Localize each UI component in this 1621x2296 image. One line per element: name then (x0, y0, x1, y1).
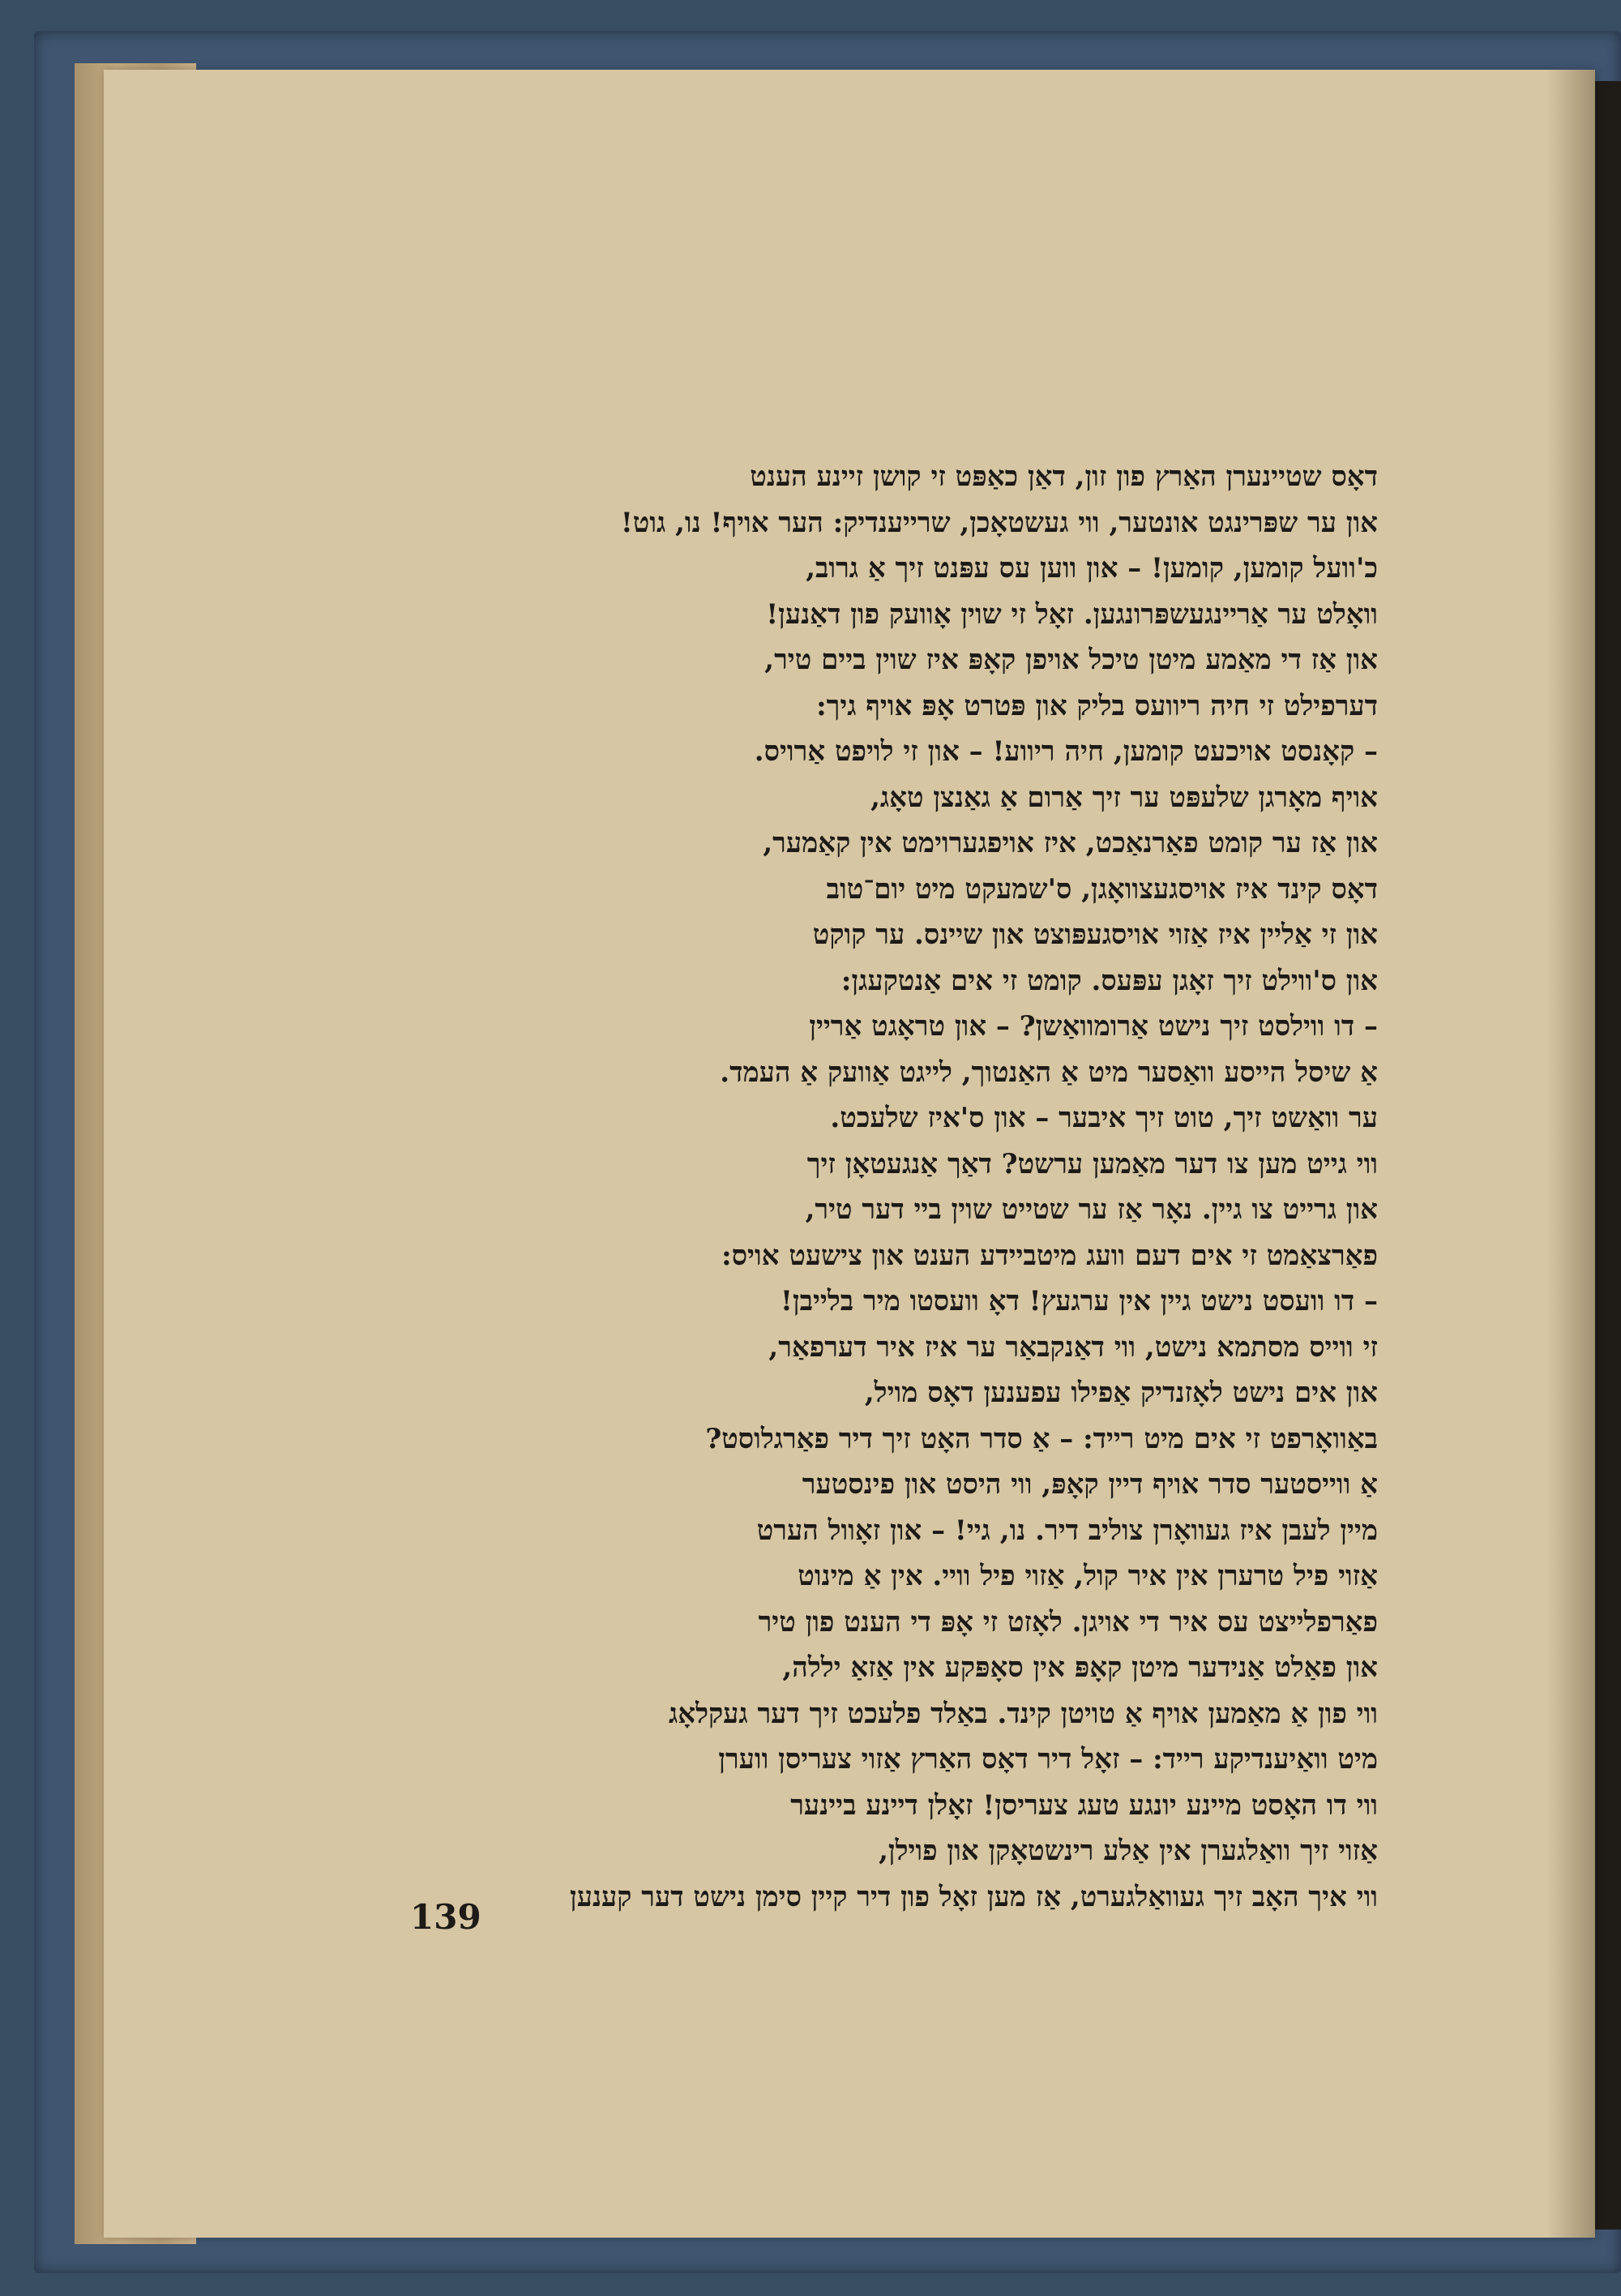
text-line: מיין לעבן איז געוואָרן צוליב דיר. נו, גיי! – און זאָוול הערט (756, 1514, 1378, 1547)
text-line: און ס'ווילט זיך זאָגן עפּעס. קומט זי אים אַנטקעגן: (840, 964, 1378, 997)
text-line: וואָלט ער אַריינגעשפּרונגען. זאָל זי שוין אָוועק פון דאַנען! (766, 598, 1378, 631)
text-line: און אים נישט לאָזנדיק אַפילו עפענען דאָס מויל, (864, 1377, 1378, 1409)
text-line: און אַז ער קומט פאַרנאַכט, איז אויפגערוימט אין קאַמער, (763, 827, 1378, 859)
text-line: ווי דו האָסט מיינע יונגע טעג צעריסן! זאָלן דיינע ביינער (790, 1788, 1378, 1822)
text-line: און פאַלט אַנידער מיטן קאָפּ אין סאָפּקע אין אַזאַ יללה, (782, 1651, 1378, 1684)
text-line: כ'וועל קומען, קומען! – און ווען עס עפּנט זיך אַ גרוב, (806, 552, 1378, 585)
text-line: דערפילט זי חיה ריוועס בליק און פּטרט אָפּ אויף גיך: (816, 689, 1378, 722)
text-line: דאָס קינד איז אויסגעצוואָגן, ס'שמעקט מיט יום־טוב (826, 872, 1378, 906)
text-line: דאָס שטיינערן האַרץ פון זון, דאַן כאַפּט זי קושן זיינע הענט (750, 460, 1378, 493)
text-line: ווי איך האָב זיך געוואַלגערט, אַז מען זאָל פון דיר קיין סימן נישט דער קענען (570, 1880, 1378, 1913)
text-line: ער וואַשט זיך, טוט זיך איבער – און ס'איז שלעכט. (830, 1102, 1378, 1134)
text-line: אַזוי זיך וואַלגערן אין אַלע רינשטאָקן און פוילן, (879, 1835, 1378, 1867)
gutter-shadow (1546, 70, 1595, 2238)
text-line: אויף מאָרגן שלעפּט ער זיך אַרום אַ גאַנצן טאָג, (870, 781, 1378, 814)
page-number: 139 (410, 1897, 481, 1937)
text-line: זי ווייס מסתמא נישט, ווי דאַנקבאַר ער איז איר דערפאַר, (768, 1330, 1378, 1364)
text-line: – דו ווילסט זיך נישט אַרומוואַשן? – און טראָגט אַריין (809, 1010, 1378, 1043)
text-line: ווי גייט מען צו דער מאַמען ערשט? דאַך אַנגעטאָן זיך (806, 1147, 1378, 1180)
text-line: – קאָנסט אויכעט קומען, חיה ריווע! – און זי לויפט אַרויס. (754, 735, 1378, 768)
text-line: אַ שיסל הייסע וואַסער מיט אַ האַנטוך, לייגט אַוועק אַ העמד. (720, 1056, 1378, 1089)
text-line: אַזוי פיל טרערן אין איר קול, אַזוי פיל וויי. אין אַ מינוט (798, 1560, 1378, 1592)
text-line: ווי פון אַ מאַמען אויף אַ טויטן קינד. באַלד פלעכט זיך דער געקלאָג (669, 1697, 1378, 1730)
text-line: – דו וועסט נישט גיין אין ערגעץ! דאָ וועסטו מיר בלייבן! (781, 1285, 1378, 1317)
text-line: און זי אַליין איז אַזוי אויסגעפּוצט און שיינס. ער קוקט (812, 919, 1378, 951)
text-line: פאַרפלייצט עס איר די אויגן. לאָזט זי אָפּ די הענט פון טיר (758, 1605, 1378, 1638)
text-line: און גרייט צו גיין. נאָר אַז ער שטייט שוין ביי דער טיר, (805, 1193, 1378, 1226)
text-line: מיט וואַיענדיקע רייד: – זאָל דיר דאָס האַרץ אַזוי צעריסן ווערן (718, 1743, 1378, 1776)
text-line: באַוואָרפט זי אים מיט רייד: – אַ סדר האָט זיך דיר פאַרגלוסט? (705, 1422, 1378, 1455)
text-line: אַ ווייסטער סדר אויף דיין קאָפּ, ווי היסט און פינסטער (802, 1468, 1378, 1501)
page-text (397, 454, 1378, 1920)
text-line: און ער שפּרינגט אונטער, ווי געשטאָכן, שרייענדיק: הער אויף! נו, גוט! (620, 506, 1378, 539)
text-line: פאַרצאַמט זי אים דעם וועג מיטביידע הענט און צישעט אויס: (721, 1239, 1378, 1272)
text-line: און אַז די מאַמע מיטן טיכל אויפן קאָפּ איז שוין ביים טיר, (764, 644, 1378, 676)
